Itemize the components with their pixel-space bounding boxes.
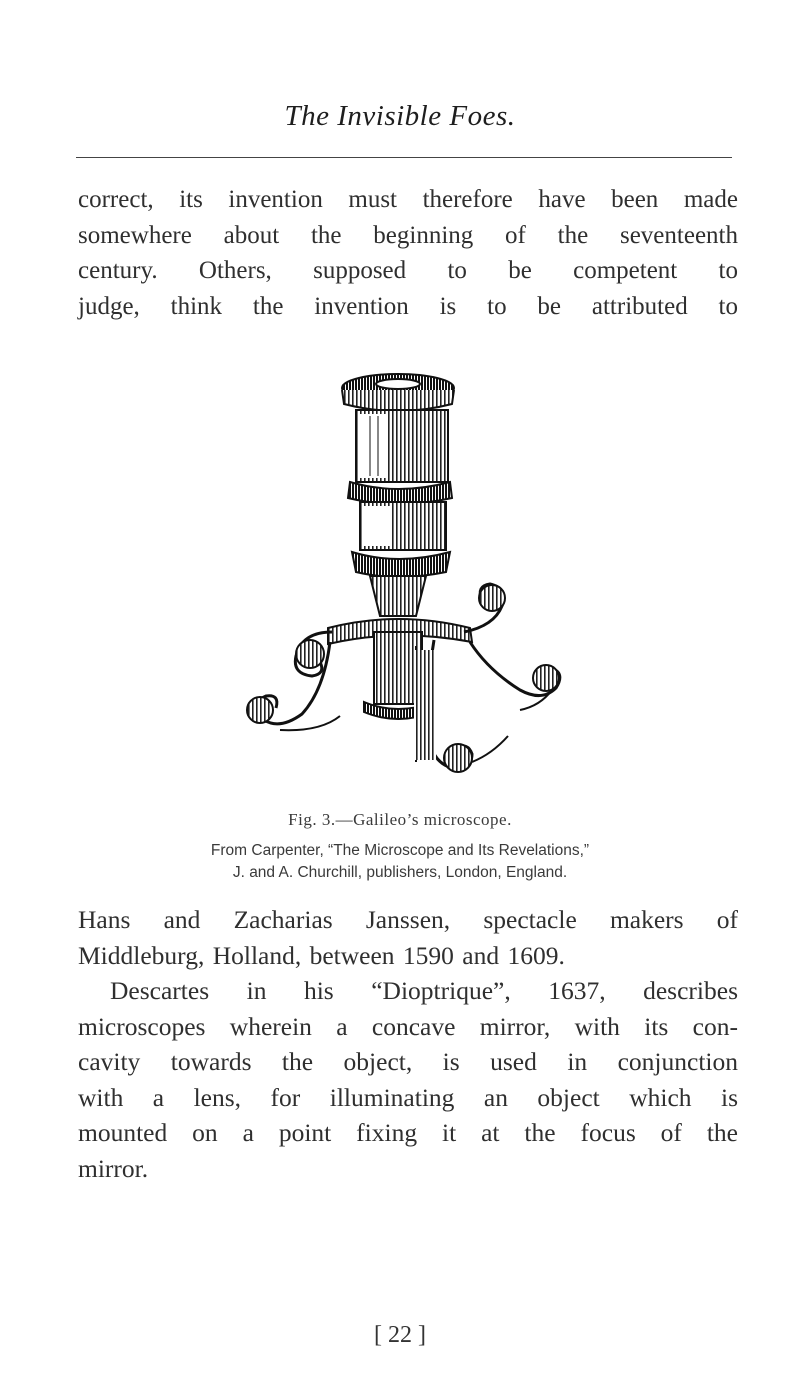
figure-caption-source: From Carpenter, “The Microscope and Its Revelations,” <box>210 842 590 859</box>
text-line: mounted on a point fixing it at the focus of the <box>78 1118 738 1147</box>
paragraph-bottom <box>78 902 738 1186</box>
paragraph-top <box>78 182 738 324</box>
text-line: mirror. <box>78 1153 149 1183</box>
text-line: century. Others, supposed to be competent to <box>78 257 738 284</box>
text-line: Middleburg, Holland, between 1590 and 1609. <box>78 940 565 970</box>
text-line: correct, its invention must therefore have been made <box>78 186 738 213</box>
text-line: microscopes wherein a concave mirror, with its con- <box>78 1011 738 1041</box>
text-line: cavity towards the object, is used in conjunction <box>78 1047 738 1076</box>
galileo-microscope-illustration <box>220 370 580 800</box>
text-line: somewhere about the beginning of the seventeenth <box>78 221 738 249</box>
header-rule <box>76 157 732 158</box>
text-line: Hans and Zacharias Janssen, spectacle makers of <box>78 905 738 934</box>
text-line: judge, think the invention is to be attributed to <box>78 292 738 320</box>
page-number: [ 22 ] <box>374 1322 426 1348</box>
figure-caption-publisher: J. and A. Churchill, publishers, London, England. <box>232 864 568 881</box>
text-line: with a lens, for illuminating an object which is <box>78 1082 738 1112</box>
text-line: Descartes in his “Dioptrique”, 1637, describes <box>110 976 738 1005</box>
running-head: The Invisible Foes. <box>284 100 516 132</box>
figure-caption-title: Fig. 3.—Galileo’s microscope. <box>288 810 512 829</box>
